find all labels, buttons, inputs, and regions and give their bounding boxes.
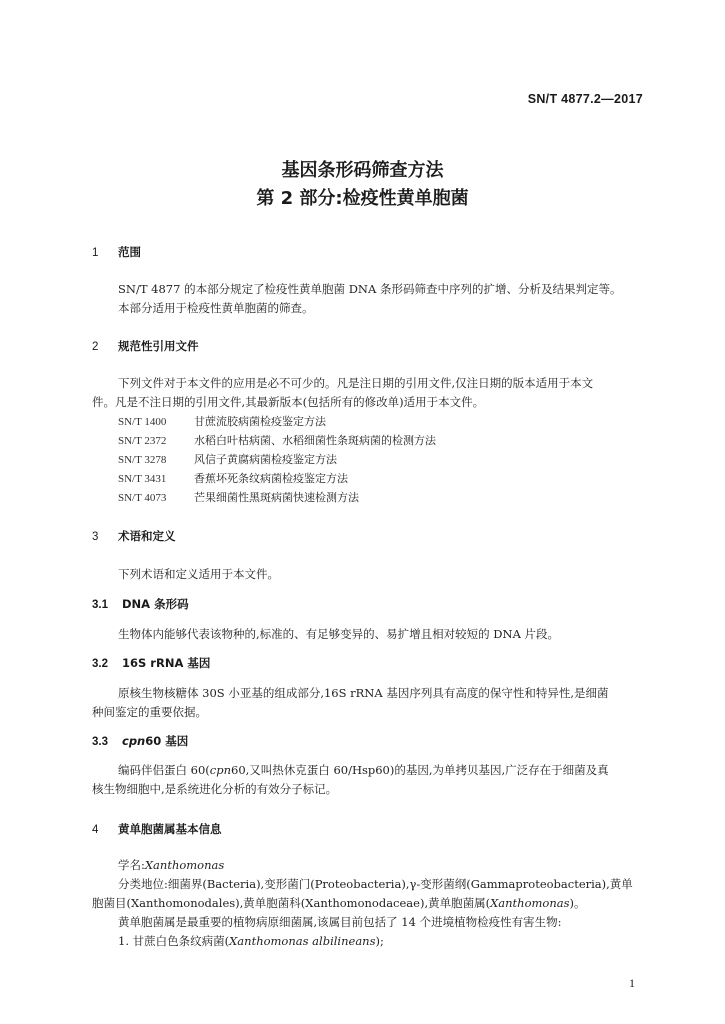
paragraph: 黄单胞菌属是最重要的植物病原细菌属,该属目前包括了 14 个进境植物检疫性有害生物:: [118, 915, 562, 929]
paragraph: 下列文件对于本文件的应用是必不可少的。凡是注日期的引用文件,仅注日期的版本适用于本文: [118, 376, 594, 390]
term-heading-16s-rrna: [92, 655, 210, 671]
section-title: 范围: [118, 245, 141, 259]
term-number: 3.1: [92, 599, 108, 611]
document-title-line2: 第 2 部分:检疫性黄单胞菌: [256, 188, 469, 209]
species-name-italic: Xanthomonas: [144, 858, 225, 872]
section-heading-terms: [92, 528, 176, 544]
term-title: 16S rRNA 基因: [122, 656, 211, 670]
document-number: SN/T 4877.2—2017: [527, 92, 643, 106]
reference-item: [118, 432, 436, 448]
section-number: 2: [92, 341, 99, 353]
term-definition: [118, 762, 609, 778]
text-run: 编码伴侣蛋白 60(: [118, 763, 210, 777]
term-definition: 种间鉴定的重要依据。: [92, 705, 207, 719]
document-title-line1: 基因条形码筛查方法: [281, 160, 444, 181]
paragraph: 下列术语和定义适用于本文件。: [118, 567, 279, 581]
reference-code: SN/T 4073: [118, 492, 167, 504]
text-run: 学名:: [118, 858, 145, 872]
section-heading-normative-references: [92, 338, 199, 354]
section-title: 规范性引用文件: [118, 339, 199, 353]
scientific-name: [118, 857, 224, 873]
text-run: 胞菌目(Xanthomonodales),黄单胞菌科(Xanthomonodaceae),黄单胞菌属(: [92, 896, 491, 910]
reference-title: 甘蔗流胶病菌检疫鉴定方法: [194, 415, 326, 428]
term-number: 3.3: [92, 736, 108, 748]
section-heading-scope: [92, 244, 141, 260]
text-run: 60,又叫热休克蛋白 60/Hsp60)的基因,为单拷贝基因,广泛存在于细菌及真: [231, 763, 609, 777]
section-title: 黄单胞菌属基本信息: [118, 822, 222, 836]
list-item: [118, 933, 384, 949]
term-title: 60 基因: [145, 734, 189, 748]
reference-code: SN/T 1400: [118, 416, 167, 428]
text-run: );: [375, 934, 384, 948]
section-title: 术语和定义: [118, 529, 176, 543]
species-name-italic: Xanthomonas albilineans: [229, 934, 376, 948]
reference-title: 芒果细菌性黑斑病菌快速检测方法: [194, 491, 359, 504]
term-title: DNA 条形码: [122, 597, 189, 611]
term-number: 3.2: [92, 658, 108, 670]
reference-code: SN/T 3278: [118, 454, 167, 466]
reference-code: SN/T 3431: [118, 473, 167, 485]
paragraph: SN/T 4877 的本部分规定了检疫性黄单胞菌 DNA 条形码筛查中序列的扩增、分析及结果判定等。: [118, 282, 622, 296]
term-title-italic: cpn: [122, 734, 146, 748]
reference-title: 香蕉坏死条纹病菌检疫鉴定方法: [194, 472, 348, 485]
text-run: 1. 甘蔗白色条纹病菌(: [118, 934, 230, 948]
paragraph: [92, 895, 586, 911]
term-heading-cpn60: [92, 733, 188, 749]
section-number: 3: [92, 531, 99, 543]
term-definition: 原核生物核糖体 30S 小亚基的组成部分,16S rRNA 基因序列具有高度的保守性和特异性,是细菌: [118, 686, 609, 700]
genus-name-italic: Xanthomonas: [490, 896, 570, 910]
reference-item: [118, 470, 348, 486]
reference-code: SN/T 2372: [118, 435, 167, 447]
section-number: 4: [92, 824, 99, 836]
reference-item: [118, 451, 337, 467]
reference-item: [118, 413, 326, 429]
section-number: 1: [92, 247, 99, 259]
reference-title: 水稻白叶枯病菌、水稻细菌性条斑病菌的检测方法: [194, 434, 436, 447]
paragraph: 件。凡是不注日期的引用文件,其最新版本(包括所有的修改单)适用于本文件。: [92, 395, 485, 409]
reference-title: 风信子黄腐病菌检疫鉴定方法: [194, 453, 337, 466]
text-run: )。: [569, 896, 586, 910]
paragraph: 本部分适用于检疫性黄单胞菌的筛查。: [118, 301, 314, 315]
section-heading-genus-info: [92, 821, 222, 837]
term-definition: 核生物细胞中,是系统进化分析的有效分子标记。: [92, 782, 338, 796]
term-definition: 生物体内能够代表该物种的,标准的、有足够变异的、易扩增且相对较短的 DNA 片段。: [118, 627, 560, 641]
paragraph: 分类地位:细菌界(Bacteria),变形菌门(Proteobacteria),γ-变形菌纲(Gammaproteobacteria),黄单: [118, 877, 633, 891]
page-number: 1: [629, 976, 635, 990]
reference-item: [118, 489, 359, 505]
gene-name-italic: cpn: [209, 763, 231, 777]
term-heading-dna-barcode: [92, 596, 189, 612]
